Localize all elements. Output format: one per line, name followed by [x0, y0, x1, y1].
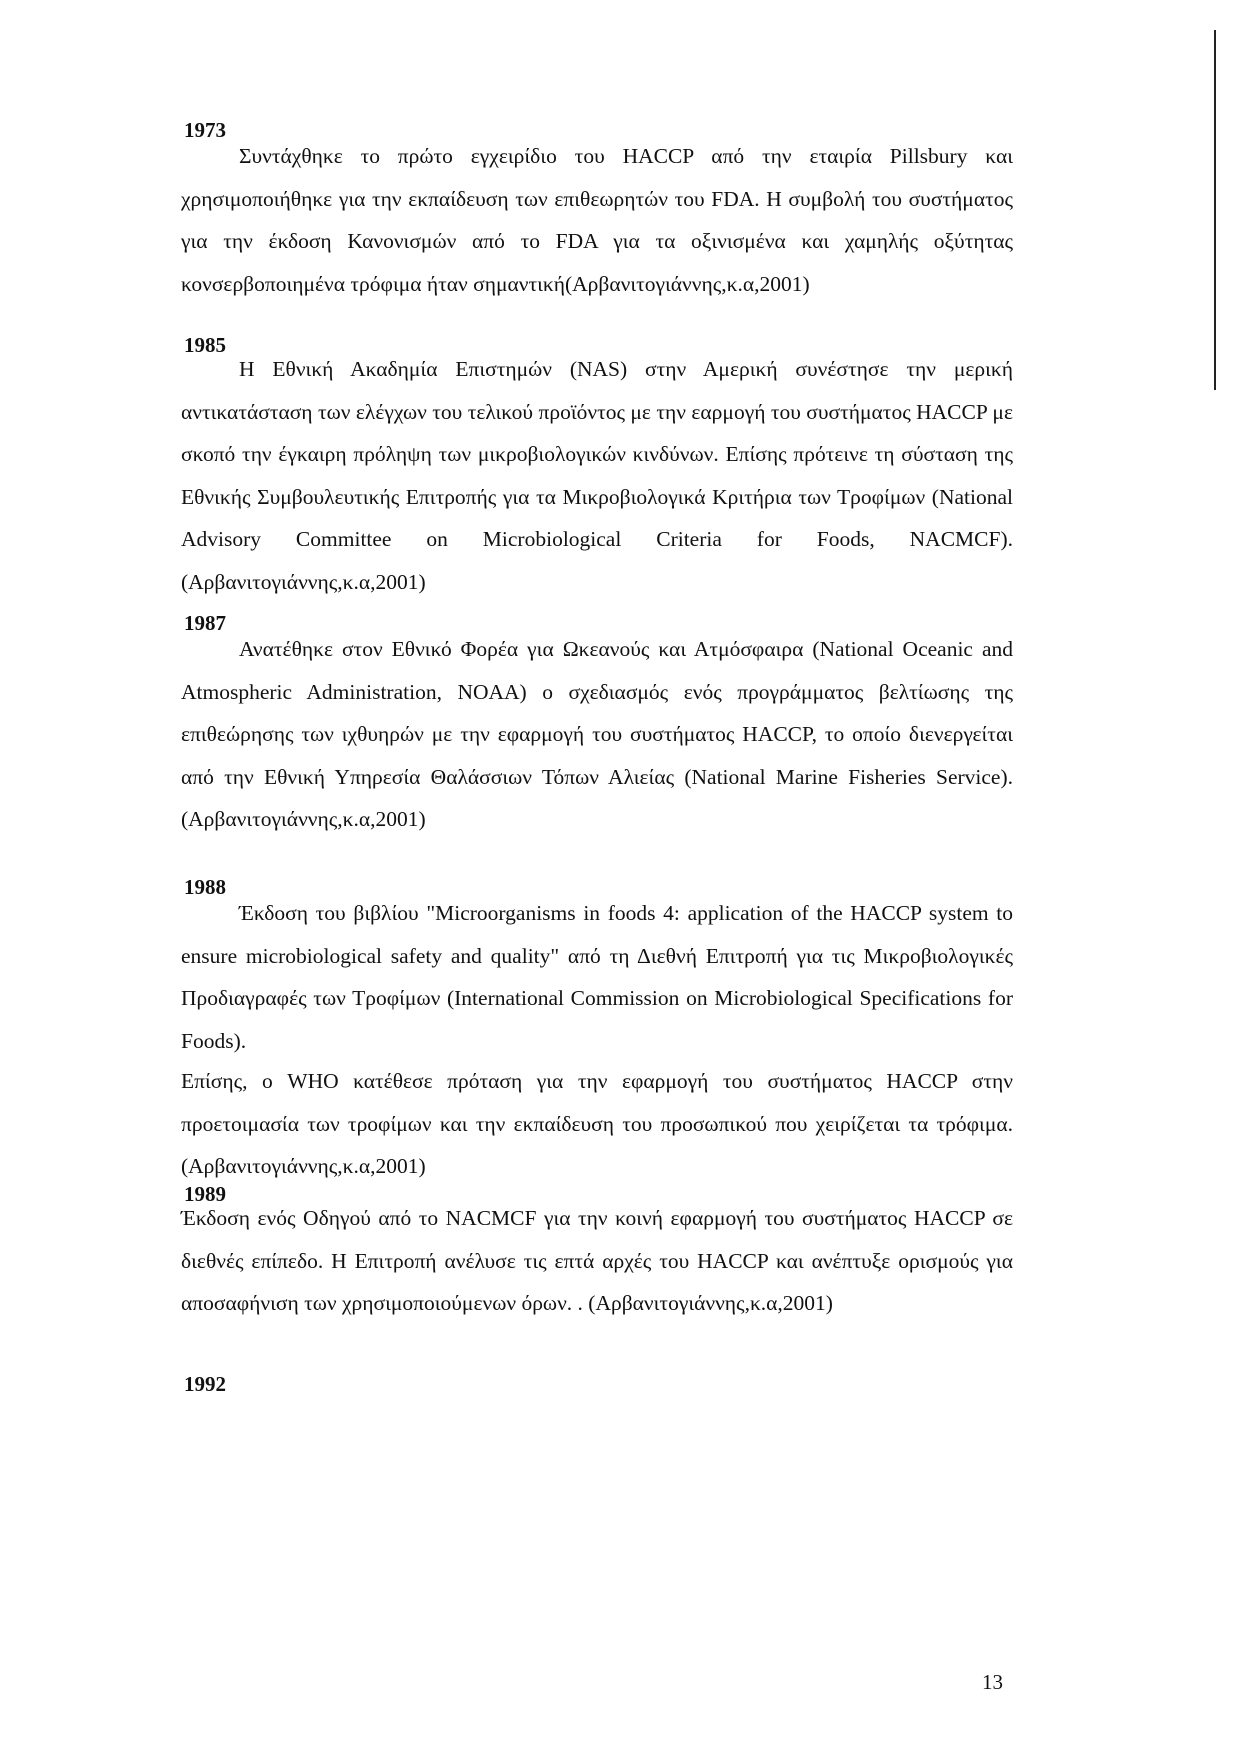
year-heading-1992: 1992	[184, 1372, 226, 1396]
year-heading-1988: 1988	[184, 875, 226, 899]
year-heading-1973: 1973	[184, 118, 226, 142]
year-heading-1985: 1985	[184, 333, 226, 357]
paragraph-1988-b: Επίσης, ο WHO κατέθεσε πρόταση για την εφαρμογή του συστήματος HACCP στην προετοιμασία των τροφίμων και την εκπαίδευση του προσωπικού που χειρίζεται τα τρόφιμα. (Αρβανιτογιάννης,κ.α,2001)	[181, 1069, 1013, 1178]
paragraph-1973: Συντάχθηκε το πρώτο εγχειρίδιο του HACCP από την εταιρία Pillsbury και χρησιμοποιήθηκε για την εκπαίδευση των επιθεωρητών του FDA. Η συμβολή του συστήματος για την έκδοση Κανονισμών από το FDA για τα οξινισμένα και χαμηλής οξύτητας κονσερβοποιημένα τρόφιμα ήταν σημαντική(Αρβανιτογιάννης,κ.α,2001)	[181, 144, 1013, 296]
page-number: 13	[982, 1670, 1003, 1694]
paragraph-1987: Ανατέθηκε στον Εθνικό Φορέα για Ωκεανούς και Ατμόσφαιρα (National Oceanic and Atmospheric Administration, NOAA) ο σχεδιασμός ενός προγράμματος βελτίωσης της επιθεώρησης των ιχθυηρών με την εφαρμογή του συστήματος HACCP, το οποίο διενεργείται από την Εθνική Υπηρεσία Θαλάσσιων Τόπων Αλιείας (National Marine Fisheries Service). (Αρβανιτογιάννης,κ.α,2001)	[181, 637, 1013, 831]
paragraph-1989: Έκδοση ενός Οδηγού από το NACMCF για την κοινή εφαρμογή του συστήματος HACCP σε διεθνές επίπεδο. Η Επιτροπή ανέλυσε τις επτά αρχές του HACCP και ανέπτυξε ορισμούς για αποσαφήνιση των χρησιμοποιούμενων όρων. . (Αρβανιτογιάννης,κ.α,2001)	[181, 1206, 1013, 1315]
paragraph-1988-a: Έκδοση του βιβλίου "Microorganisms in foods 4: application of the HACCP system to ensure microbiological safety and quality" από τη Διεθνή Επιτροπή για τις Μικροβιολογικές Προδιαγραφές των Τροφίμων (International Commission on Microbiological Specifications for Foods).	[181, 901, 1013, 1053]
scan-edge-line	[1214, 30, 1216, 390]
year-heading-1989: 1989	[184, 1182, 226, 1206]
year-heading-1987: 1987	[184, 611, 226, 635]
paragraph-1985: Η Εθνική Ακαδημία Επιστημών (NAS) στην Αμερική συνέστησε την μερική αντικατάσταση των ελέγχων του τελικού προϊόντος με την εαρμογή του συστήματος HACCP με σκοπό την έγκαιρη πρόληψη των μικροβιολογικών κινδύνων. Επίσης πρότεινε τη σύσταση της Εθνικής Συμβουλευτικής Επιτροπής για τα Μικροβιολογικά Κριτήρια των Τροφίμων (National Advisory Committee on Microbiological Criteria for Foods, NACMCF). (Αρβανιτογιάννης,κ.α,2001)	[181, 357, 1013, 594]
